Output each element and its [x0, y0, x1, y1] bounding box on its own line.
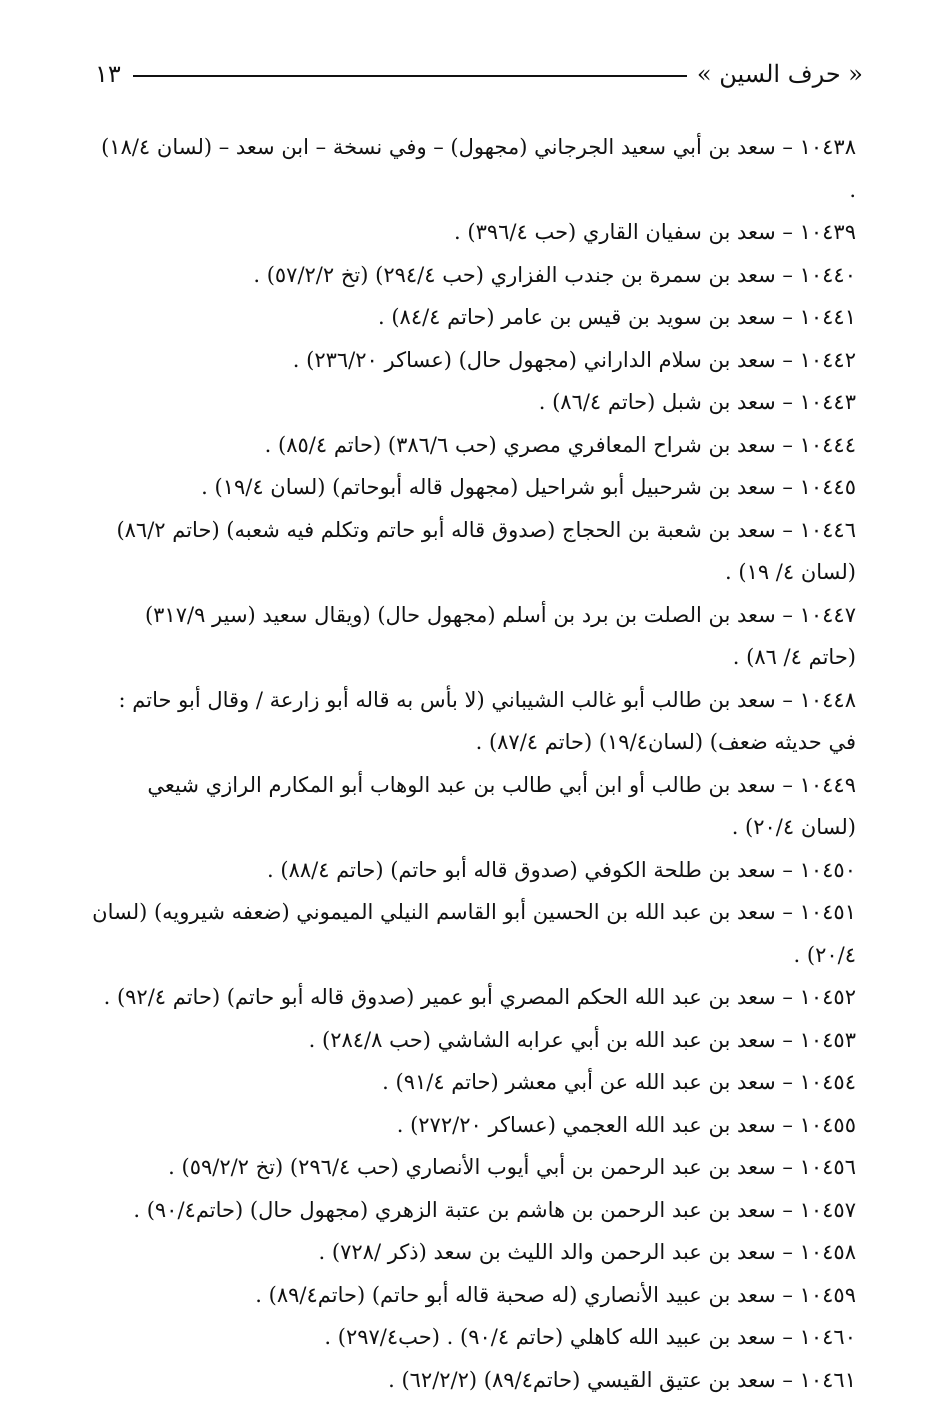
entry-10449: ١٠٤٤٩ – سعد بن طالب أو ابن أبي طالب بن عبد الوهاب أبو المكارم الرازي شيعي (لسان ٢٠/٤) .: [92, 764, 856, 849]
entry-10454: ١٠٤٥٤ – سعد بن عبد الله عن أبي معشر (حاتم ٩١/٤) .: [92, 1061, 856, 1104]
entry-10452: ١٠٤٥٢ – سعد بن عبد الله الحكم المصري أبو عمير (صدوق قاله أبو حاتم) (حاتم ٩٢/٤) .: [92, 976, 856, 1019]
entries-list: [92, 126, 856, 1401]
entry-10448: ١٠٤٤٨ – سعد بن طالب أبو غالب الشيباني (لا بأس به قاله أبو زارعة / وقال أبو حاتم : في حديثه ضعف) (لسان١٩/٤) (حاتم ٨٧/٤) .: [92, 679, 856, 764]
entry-10451: ١٠٤٥١ – سعد بن عبد الله بن الحسين أبو القاسم النيلي الميموني (ضعفه شيرويه) (لسان ٢٠/٤) .: [92, 891, 856, 976]
entry-10446: ١٠٤٤٦ – سعد بن شعبة بن الحجاج (صدوق قاله أبو حاتم وتكلم فيه شعبه) (حاتم ٨٦/٢) (لسان ٤/ ١٩) .: [92, 509, 856, 594]
entry-10445: ١٠٤٤٥ – سعد بن شرحبيل أبو شراحيل (مجهول قاله أبوحاتم) (لسان ١٩/٤) .: [92, 466, 856, 509]
entry-10455: ١٠٤٥٥ – سعد بن عبد الله العجمي (عساكر ٢٧٢/٢٠) .: [92, 1104, 856, 1147]
entry-10459: ١٠٤٥٩ – سعد بن عبيد الأنصاري (له صحبة قاله أبو حاتم) (حاتم٨٩/٤) .: [92, 1274, 856, 1317]
entry-10450: ١٠٤٥٠ – سعد بن طلحة الكوفي (صدوق قاله أبو حاتم) (حاتم ٨٨/٤) .: [92, 849, 856, 892]
entry-10439: ١٠٤٣٩ – سعد بن سفيان القاري (حب ٣٩٦/٤) .: [92, 211, 856, 254]
entry-10447: ١٠٤٤٧ – سعد بن الصلت بن برد بن أسلم (مجهول حال) (ويقال سعيد (سير ٣١٧/٩) (حاتم ٤/ ٨٦) .: [92, 594, 856, 679]
entry-10460: ١٠٤٦٠ – سعد بن عبيد الله كاهلي (حاتم ٩٠/٤) . (حب٢٩٧/٤) .: [92, 1316, 856, 1359]
entry-10453: ١٠٤٥٣ – سعد بن عبد الله بن أبي عرابه الشاشي (حب ٢٨٤/٨) .: [92, 1019, 856, 1062]
entry-10441: ١٠٤٤١ – سعد بن سويد بن قيس بن عامر (حاتم ٨٤/٤) .: [92, 296, 856, 339]
header-rule: [133, 75, 687, 77]
entry-10457: ١٠٤٥٧ – سعد بن عبد الرحمن بن هاشم بن عتبة الزهري (مجهول حال) (حاتم٩٠/٤) .: [92, 1189, 856, 1232]
entry-10458: ١٠٤٥٨ – سعد بن عبد الرحمن والد الليث بن سعد (ذكر /٧٢٨) .: [92, 1231, 856, 1274]
entry-10461: ١٠٤٦١ – سعد بن عتيق القيسي (حاتم٨٩/٤) (٦٢/٢/٢) .: [92, 1359, 856, 1401]
chapter-title: « حرف السين »: [687, 60, 863, 88]
entry-10444: ١٠٤٤٤ – سعد بن شراح المعافري مصري (حب ٣٨٦/٦) (حاتم ٨٥/٤) .: [92, 424, 856, 467]
entry-10442: ١٠٤٤٢ – سعد بن سلام الداراني (مجهول حال) (عساكر ٢٣٦/٢٠) .: [92, 339, 856, 382]
page-number: ١٣: [95, 60, 133, 88]
entry-10456: ١٠٤٥٦ – سعد بن عبد الرحمن بن أبي أيوب الأنصاري (حب ٢٩٦/٤) (تخ ٥٩/٢/٢) .: [92, 1146, 856, 1189]
entry-10438: ١٠٤٣٨ – سعد بن أبي سعيد الجرجاني (مجهول) – وفي نسخة – ابن سعد – (لسان ١٨/٤) .: [92, 126, 856, 211]
entry-10440: ١٠٤٤٠ – سعد بن سمرة بن جندب الفزاري (حب ٢٩٤/٤) (تخ ٥٧/٢/٢) .: [92, 254, 856, 297]
entry-10443: ١٠٤٤٣ – سعد بن شبل (حاتم ٨٦/٤) .: [92, 381, 856, 424]
page-header: [95, 56, 863, 92]
